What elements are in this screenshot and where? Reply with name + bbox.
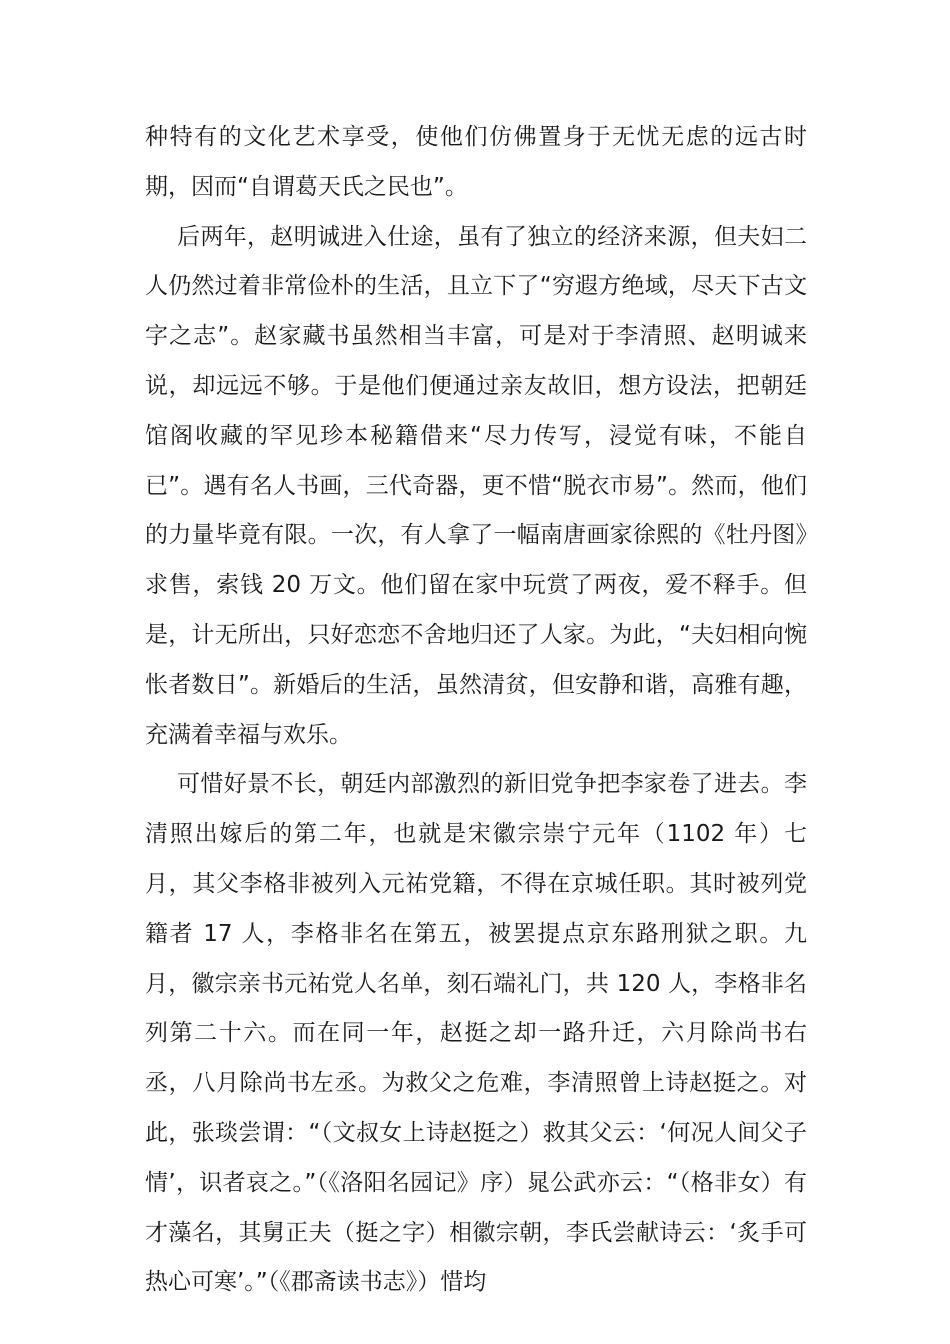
document-body (145, 113, 807, 1308)
paragraph-3: 可惜好景不长，朝廷内部激烈的新旧党争把李家卷了进去。李清照出嫁后的第二年，也就是宋徽宗崇宁元年（1102 年）七月，其父李格非被列入元祐党籍，不得在京城任职。其时被列党籍者 17 人，李格非名在第五，被罢提点京东路刑狱之职。九月，徽宗亲书元祐党人名单，刻石端礼门，共 120 人，李格非名列第二十六。而在同一年，赵挺之却一路升迁，六月除尚书右丞，八月除尚书左丞。为救父之危难，李清照曾上诗赵挺之。对此，张琰尝谓：“（文叔女上诗赵挺之）救其父云：‘何况人间父子情’，识者哀之。”（《洛阳名园记》序）晁公武亦云：“（格非女）有才藻名，其舅正夫（挺之字）相徽宗朝，李氏尝献诗云：‘炙手可热心可寒’。”（《郡斋读书志》）惜均 (145, 771, 807, 1296)
paragraph-2: 后两年，赵明诚进入仕途，虽有了独立的经济来源，但夫妇二人仍然过着非常俭朴的生活，且立下了“穷遐方绝域，尽天下古文字之志”。赵家藏书虽然相当丰富，可是对于李清照、赵明诚来说，却远远不够。于是他们便通过亲友故旧，想方设法，把朝廷馆阁收藏的罕见珍本秘籍借来“尽力传写，浸觉有味，不能自已”。遇有名人书画，三代奇器，更不惜“脱衣市易”。然而，他们的力量毕竟有限。一次，有人拿了一幅南唐画家徐熙的《牡丹图》求售，索钱 20 万文。他们留在家中玩赏了两夜，爱不释手。但是，计无所出，只好恋恋不舍地归还了人家。为此，“夫妇相向惋怅者数日”。新婚后的生活，虽然清贫，但安静和谐，高雅有趣，充满着幸福与欢乐。 (145, 223, 807, 748)
paragraph-1: 种特有的文化艺术享受，使他们仿佛置身于无忧无虑的远古时期，因而“自谓葛天氏之民也”。 (145, 124, 807, 200)
